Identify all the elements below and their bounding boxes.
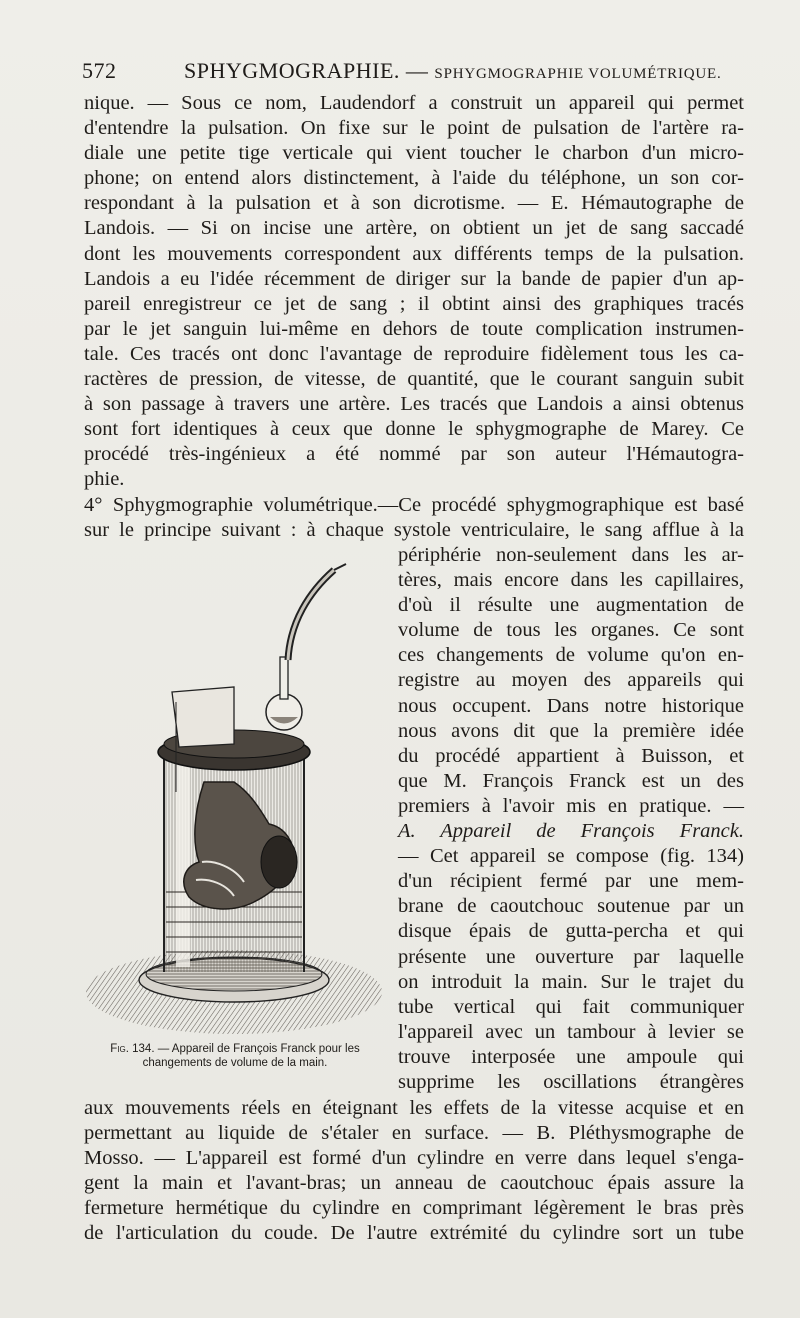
text-line: tube vertical qui fait communiquer [398,995,744,1018]
text-line: fermeture hermétique du cylindre en comprimant légèrement le bras près [84,1197,744,1220]
text-line: — Cet appareil se compose (fig. 134) [398,845,744,868]
text-line: supprime les oscillations étrangères [398,1070,744,1093]
page-header [82,58,742,86]
text-line: Landois a eu l'idée récemment de diriger sur la bande de papier d'un ap- [84,267,744,290]
running-title-sub: SPHYGMOGRAPHIE VOLUMÉTRIQUE. [434,66,722,82]
text-line: A. Appareil de François Franck. [398,820,744,843]
text-line: sont fort identiques à ceux que donne le sphygmographe de Marey. Ce [84,418,744,441]
text-line: aux mouvements réels en éteignant les effets de la vitesse acquise et en [84,1097,744,1119]
text-line: respondant à la pulsation et à son dicrotisme. — E. Hémautographe de [84,192,744,215]
text-line: à son passage à travers une artère. Les tracés que Landois a ainsi obtenus [84,393,744,416]
text-line: premiers à l'avoir mis en pratique. — [398,794,744,817]
figure-caption-label: Fig. 134. [110,1043,155,1055]
paragraph-1 [84,91,744,493]
text-line: trouve interposée une ampoule qui [398,1045,744,1068]
text-line: volume de tous les organes. Ce sont [398,619,744,642]
text-line: ractères de pression, de vitesse, de quantité, que le courant sanguin subit [84,368,744,391]
figure-caption [84,1042,386,1070]
text-line: sur le principe suivant : à chaque systole ventriculaire, le sang afflue à la [84,519,744,542]
text-line: nous avons dit que la première idée [398,719,744,742]
text-line: on introduit la main. Sur le trajet du [398,970,744,993]
text-line: gent la main et l'avant-bras; un anneau de caoutchouc épais assure la [84,1172,744,1195]
text-line: périphérie non-seulement dans les ar- [398,544,744,566]
text-line: phie. [84,468,125,491]
text-line: tères, mais encore dans les capillaires, [398,569,744,592]
section-heading-line: 4° Sphygmographie volumétrique.—Ce procédé sphygmographique est basé [84,494,744,516]
paragraph-2-start [84,493,744,543]
paragraph-2-wrap [398,543,744,1095]
text-line: l'appareil avec un tambour à levier se [398,1020,744,1043]
text-line: Landois. — Si on incise une artère, on obtient un jet de sang saccadé [84,217,744,240]
text-line: permettant au liquide de s'étaler en surface. — B. Pléthysmographe de [84,1122,744,1145]
text-line: d'entendre la pulsation. On fixe sur le point de pulsation de l'artère ra- [84,117,744,140]
text-line: d'où il résulte une augmentation de [398,594,744,617]
paragraph-2-end [84,1096,744,1247]
figure-134 [84,562,384,1040]
text-line: registre au moyen des appareils qui [398,669,744,692]
running-title [184,58,722,84]
text-line: ces changements de volume qu'on en- [398,644,744,667]
text-line: nique. — Sous ce nom, Laudendorf a construit un appareil qui permet [84,92,744,114]
plethysmograph-illustration [84,562,384,1040]
text-line: de l'articulation du coude. De l'autre extrémité du cylindre sort un tube [84,1222,744,1245]
text-line: pareil enregistreur ce jet de sang ; il obtint ainsi des graphiques tracés [84,292,744,315]
text-line: présente une ouverture par laquelle [398,945,744,968]
text-line: nous occupent. Dans notre historique [398,694,744,717]
figure-caption-text: — Appareil de François Franck pour les changements de volume de la main. [142,1043,360,1069]
text-line: Mosso. — L'appareil est formé d'un cylindre en verre dans lequel s'enga- [84,1147,744,1170]
text-line: que M. François Franck est un des [398,769,744,792]
page-number: 572 [82,58,117,83]
text-line: du procédé appartient à Buisson, et [398,744,744,767]
text-line: phone; on entend alors distinctement, à l'aide du téléphone, un son cor- [84,167,744,190]
running-title-main: SPHYGMOGRAPHIE. — [184,58,429,83]
text-line: dont les mouvements correspondent aux différents temps de la pulsation. [84,242,744,265]
text-line: tale. Ces tracés ont donc l'avantage de reproduire fidèlement tous les ca- [84,342,744,365]
text-line: brane de caoutchouc soutenue par un [398,895,744,918]
text-line: par le jet sanguin lui-même en dehors de toute complication instrumen- [84,317,744,340]
text-line: disque épais de gutta-percha et qui [398,920,744,943]
text-line: diale une petite tige verticale qui vient toucher le charbon d'un micro- [84,142,744,165]
text-line: d'un récipient fermé par une mem- [398,870,744,893]
text-line: procédé très-ingénieux a été nommé par son auteur l'Hémautogra- [84,443,744,466]
